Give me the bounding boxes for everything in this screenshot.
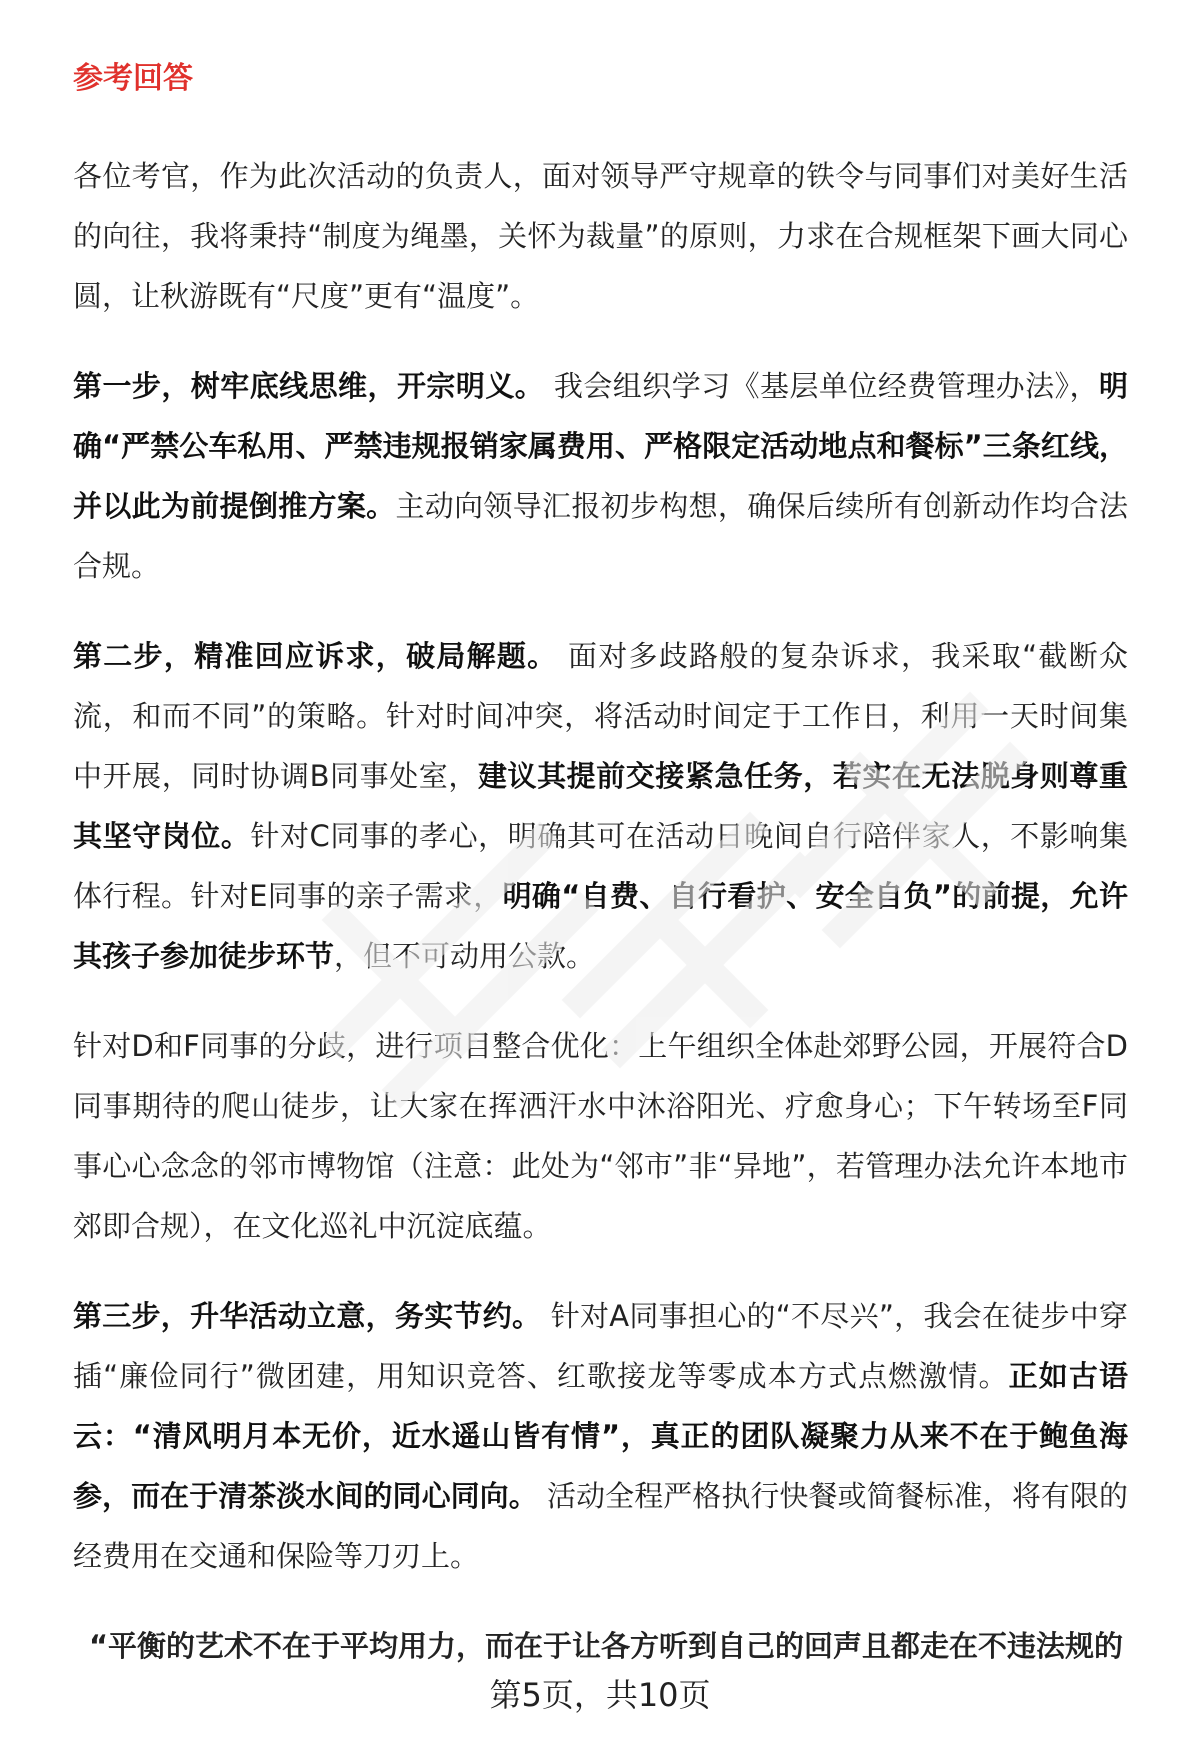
step2-title: 第二步，精准回应诉求，破局解题。: [73, 639, 558, 673]
step1-bold-1: 明确“严禁公车私用、严禁违规报销家属费用、严格限定活动地点和餐标”三条红线，并以此为前提倒推方案。: [73, 369, 1128, 523]
step3-paragraph: [73, 1286, 1128, 1586]
closing-quote: “平衡的艺术不在于平均用力，而在于让各方听到自己的回声且都走在不违法规的: [89, 1629, 1124, 1663]
step3-text-2: 活动全程严格执行快餐或简餐标准，将有限的经费用在交通和保险等刀刃上。: [73, 1479, 1128, 1573]
intro-paragraph: 各位考官，作为此次活动的负责人，面对领导严守规章的铁令与同事们对美好生活的向往，我将秉持“制度为绳墨，关怀为裁量”的原则，力求在合规框架下画大同心圆，让秋游既有“尺度”更有“温度”。: [73, 159, 1128, 313]
step3-text-1: 针对A同事担心的“不尽兴”，我会在徒步中穿插“廉俭同行”微团建，用知识竞答、红歌接龙等零成本方式点燃激情。: [73, 1299, 1128, 1393]
step2-text-2: 针对C同事的孝心，明确其可在活动日晚间自行陪伴家人，不影响集体行程。针对E同事的亲子需求，: [73, 819, 1128, 913]
step1-paragraph: [73, 356, 1128, 596]
step2-paragraph: [73, 626, 1128, 986]
step2-bold-1: 建议其提前交接紧急任务，若实在无法脱身则尊重其坚守岗位。: [73, 759, 1128, 853]
page-number-footer: 第5页，共10页: [489, 1676, 711, 1714]
step2-text-3: ，但不可动用公款。: [334, 939, 596, 973]
step2-bold-2: 明确“自费、自行看护、安全自负”的前提，允许其孩子参加徒步环节: [73, 879, 1129, 973]
step2-text-1: 面对多歧路般的复杂诉求，我采取“截断众流，和而不同”的策略。针对时间冲突，将活动时间定于工作日，利用一天时间集中开展，同时协调B同事处室，: [73, 639, 1128, 793]
step1-text-2: 主动向领导汇报初步构想，确保后续所有创新动作均合法合规。: [73, 489, 1128, 583]
section-heading: 参考回答: [73, 61, 193, 96]
step3-title: 第三步，升华活动立意，务实节约。: [73, 1299, 542, 1333]
step1-text-1: 我会组织学习《基层单位经费管理办法》，: [544, 369, 1099, 403]
step1-title: 第一步，树牢底线思维，开宗明义。: [73, 369, 545, 403]
step3-bold-1: 正如古语云：“清风明月本无价，近水遥山皆有情”，真正的团队凝聚力从来不在于鲍鱼海参，而在于清茶淡水间的同心同向。: [73, 1359, 1128, 1513]
df-paragraph: 针对D和F同事的分歧，进行项目整合优化：上午组织全体赴郊野公园，开展符合D同事期待的爬山徒步，让大家在挥洒汗水中沐浴阳光、疗愈身心；下午转场至F同事心心念念的邻市博物馆（注意：此处为“邻市”非“异地”，若管理办法允许本地市郊即合规），在文化巡礼中沉淀底蕴。: [73, 1029, 1128, 1243]
